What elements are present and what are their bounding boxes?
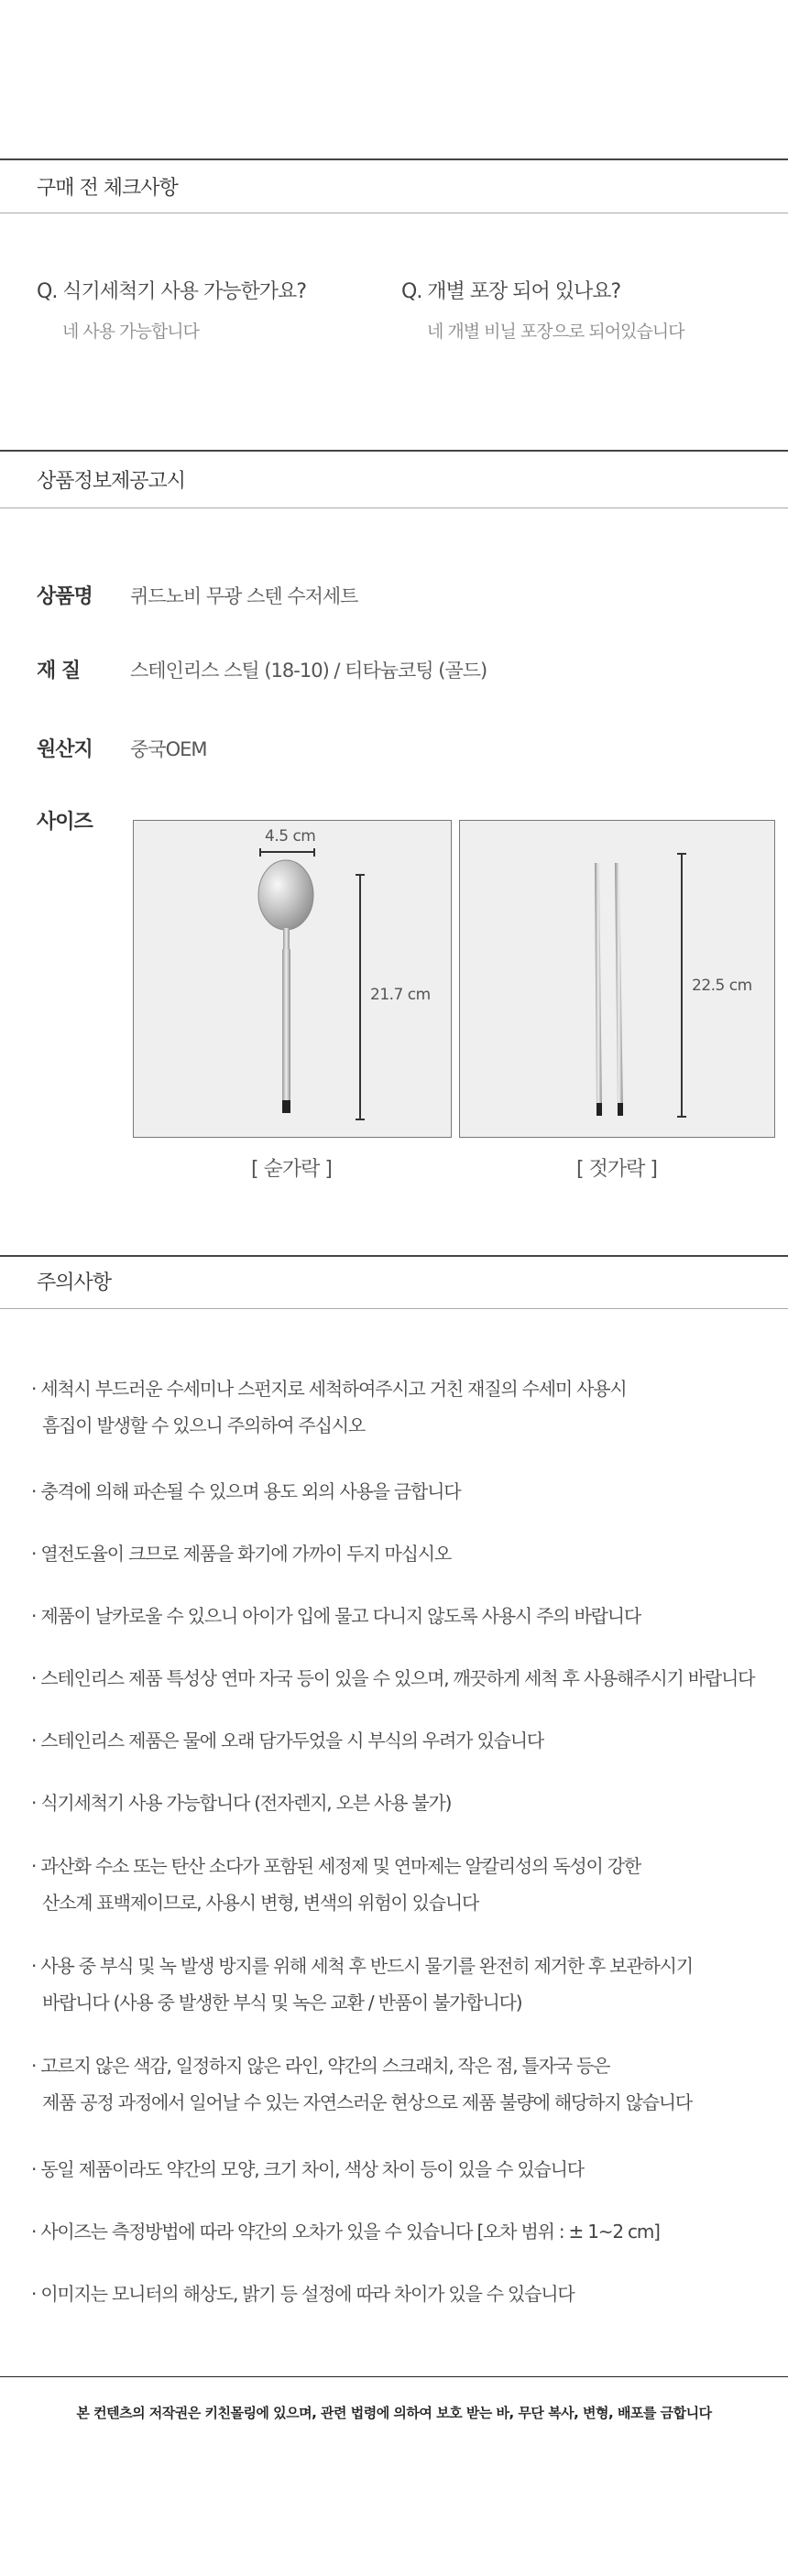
spoon-length-line — [359, 874, 361, 1120]
section-top-border — [0, 158, 788, 160]
faq-answer-packaging: 네 개별 비닐 포장으로 되어있습니다 — [427, 322, 684, 342]
info-value-name: 퀴드노비 무광 스텐 수저세트 — [130, 585, 358, 607]
caution-item — [31, 1848, 640, 1921]
product-info-title: 상품정보제공고시 — [37, 470, 186, 493]
spoon-width-cap-right — [313, 848, 315, 857]
caution-item: · 이미지는 모니터의 해상도, 밝기 등 설정에 따라 차이가 있을 수 있습니다 — [31, 2283, 575, 2305]
caution-item-line: · 세척시 부드러운 수세미나 스펀지로 세척하여주시고 거친 재질의 수세미 사용시 — [31, 1378, 627, 1400]
section-top-border — [0, 1255, 788, 1257]
caution-item — [31, 1370, 627, 1444]
caution-item: · 스테인리스 제품은 물에 오래 담가두었을 시 부식의 우려가 있습니다 — [31, 1730, 543, 1752]
caution-item: · 동일 제품이라도 약간의 모양, 크기 차이, 색상 차이 등이 있을 수 있습니다 — [31, 2158, 584, 2180]
spoon-photo — [133, 820, 452, 1138]
faq-question-dishwasher: Q. 식기세척기 사용 가능한가요? — [37, 280, 306, 303]
caution-item-line: 흠집이 발생할 수 있으니 주의하여 주십시오 — [42, 1414, 365, 1436]
spoon-length-cap-bottom — [356, 1119, 365, 1120]
caution-title: 주의사항 — [37, 1272, 112, 1294]
info-label-size: 사이즈 — [37, 811, 93, 834]
info-value-origin: 중국OEM — [130, 738, 207, 760]
caution-item: · 열전도율이 크므로 제품을 화기에 가까이 두지 마십시오 — [31, 1543, 452, 1565]
caution-item-line: · 고르지 않은 색감, 일정하지 않은 라인, 약간의 스크래치, 작은 점, 틀자국 등은 — [31, 2055, 610, 2077]
footer-divider — [0, 2376, 788, 2377]
chopsticks-caption: [ 젓가락 ] — [576, 1158, 657, 1181]
spoon-image — [134, 821, 451, 1137]
faq-question-packaging: Q. 개별 포장 되어 있나요? — [401, 280, 621, 303]
caution-item: · 충격에 의해 파손될 수 있으며 용도 외의 사용을 금합니다 — [31, 1480, 461, 1502]
section-top-border — [0, 450, 788, 452]
spoon-length-label: 21.7 cm — [370, 986, 431, 1004]
chopsticks-length-line — [681, 853, 683, 1118]
caution-item: · 제품이 날카로울 수 있으니 아이가 입에 물고 다니지 않도록 사용시 주의 바랍니다 — [31, 1605, 641, 1627]
caution-item-line: 산소계 표백제이므로, 사용시 변형, 변색의 위험이 있습니다 — [42, 1892, 479, 1914]
spoon-width-dimension-line — [138, 857, 190, 859]
spoon-width-line — [259, 851, 315, 853]
info-label-material: 재 질 — [37, 660, 81, 682]
caution-item: · 식기세척기 사용 가능합니다 (전자렌지, 오븐 사용 불가) — [31, 1792, 452, 1814]
copyright-notice: 본 컨텐츠의 저작권은 키친몰링에 있으며, 관련 법령에 의하여 보호 받는 바, 무단 복사, 변형, 배포를 금합니다 — [76, 2405, 712, 2421]
caution-item — [31, 1948, 693, 2021]
caution-item: · 사이즈는 측정방법에 따라 약간의 오차가 있을 수 있습니다 [오차 범위 : ± 1~2 cm] — [31, 2221, 660, 2243]
chopsticks-length-label: 22.5 cm — [692, 977, 752, 995]
chopsticks-length-cap-bottom — [677, 1116, 686, 1118]
spoon-width-label: 4.5 cm — [265, 827, 316, 846]
caution-item-line: · 사용 중 부식 및 녹 발생 방지를 위해 세척 후 반드시 물기를 완전히 제거한 후 보관하시기 — [31, 1955, 693, 1977]
caution-item: · 스테인리스 제품 특성상 연마 자국 등이 있을 수 있으며, 깨끗하게 세척 후 사용해주시기 바랍니다 — [31, 1667, 755, 1689]
check-section-title: 구매 전 체크사항 — [37, 177, 178, 200]
faq-answer-dishwasher: 네 사용 가능합니다 — [62, 322, 199, 342]
section-divider — [0, 1308, 788, 1309]
info-label-origin: 원산지 — [37, 738, 93, 761]
caution-item-line: · 과산화 수소 또는 탄산 소다가 포함된 세정제 및 연마제는 알칼리성의 독성이 강한 — [31, 1855, 641, 1877]
spoon-caption: [ 숟가락 ] — [251, 1158, 332, 1181]
caution-item-line: 바랍니다 (사용 중 발생한 부식 및 녹은 교환 / 반품이 불가합니다) — [42, 1992, 522, 2014]
info-label-name: 상품명 — [37, 585, 93, 608]
caution-item — [31, 2047, 692, 2121]
caution-item-line: 제품 공정 과정에서 일어날 수 있는 자연스러운 현상으로 제품 불량에 해당하지 않습니다 — [42, 2091, 693, 2113]
info-value-material: 스테인리스 스틸 (18-10) / 티타늄코팅 (골드) — [130, 660, 487, 682]
